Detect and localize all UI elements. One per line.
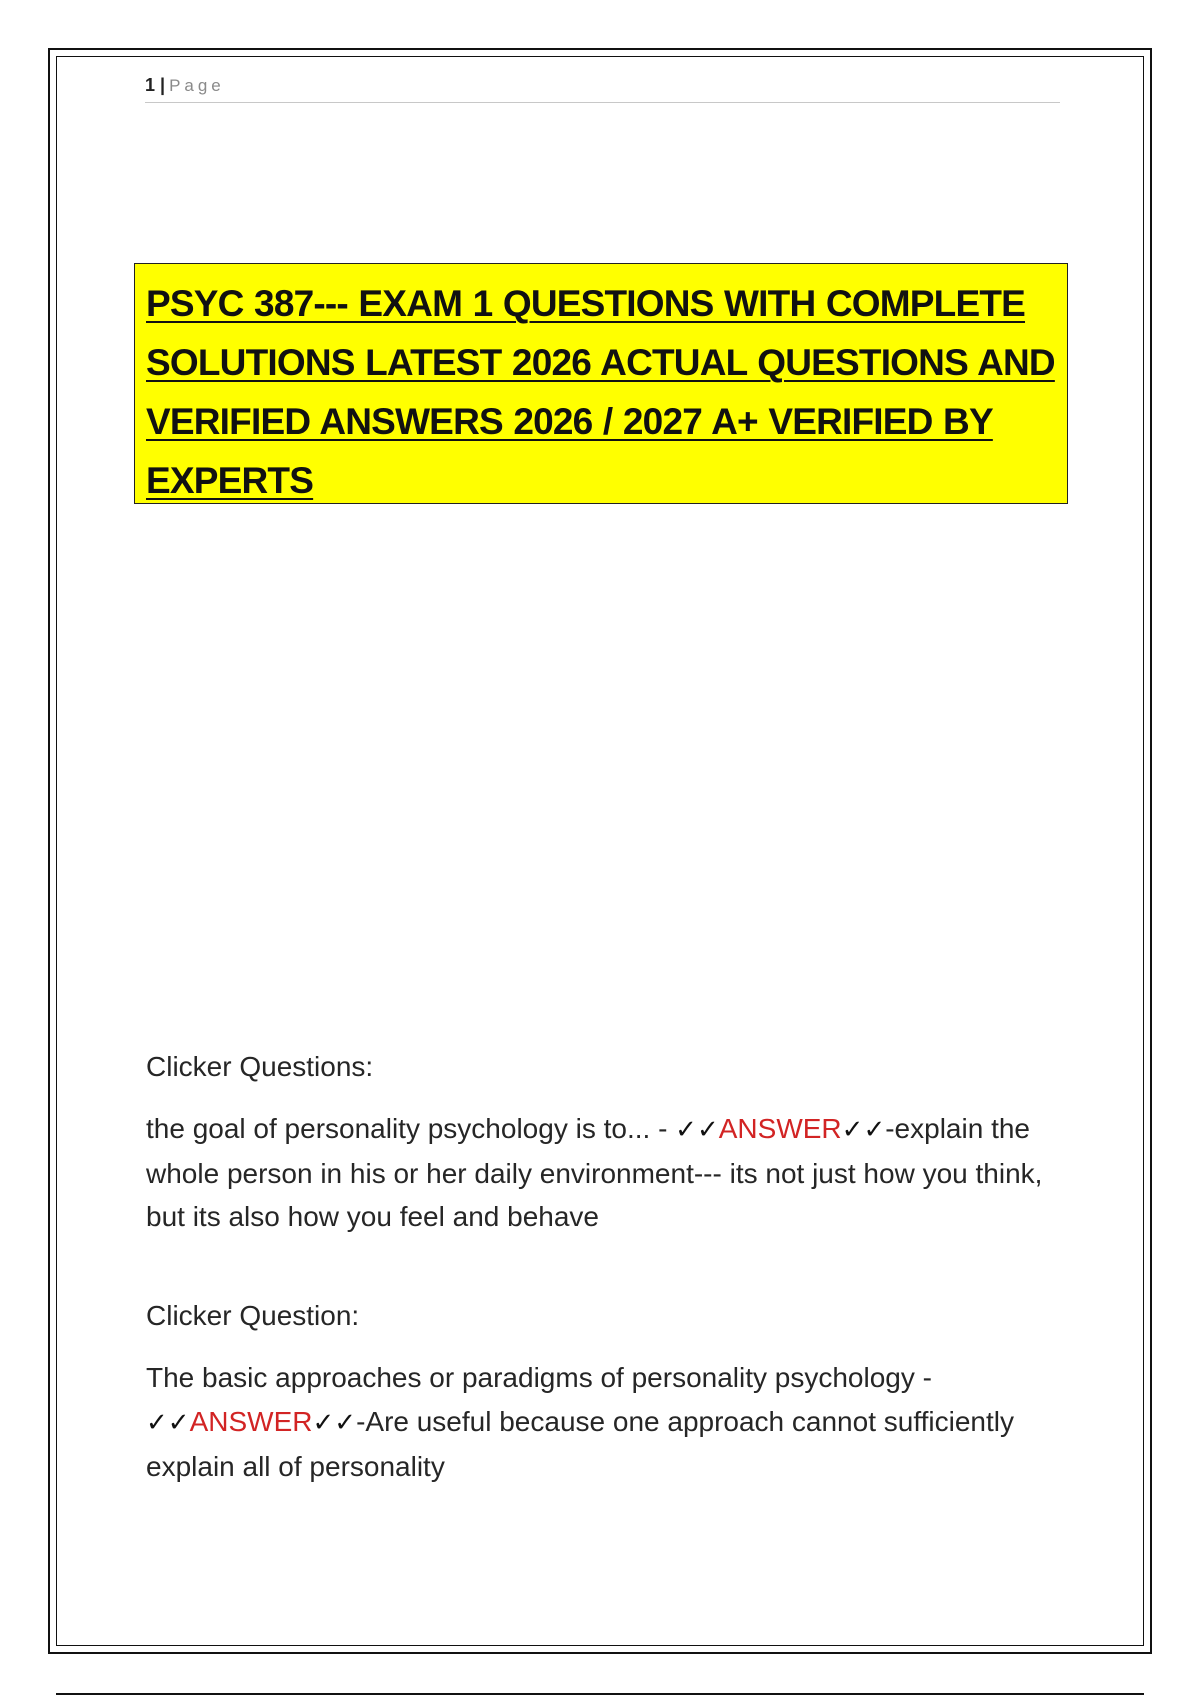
page-number: 1 xyxy=(145,75,156,95)
title-box xyxy=(134,263,1068,504)
question-answer xyxy=(146,1107,1046,1238)
page-separator: | xyxy=(160,75,166,95)
spacer xyxy=(146,1238,1046,1294)
answer-text: -explain the whole person in his or her daily environment--- its not just how you think, but its also how you feel and behave xyxy=(146,1113,1043,1232)
page-header xyxy=(145,72,1060,103)
double-check-icon: ✓✓ xyxy=(146,1408,190,1438)
answer-label: ANSWER xyxy=(189,1406,313,1437)
section-heading: Clicker Questions: xyxy=(146,1051,374,1082)
document-content xyxy=(146,1045,1046,1489)
document-title: PSYC 387--- EXAM 1 QUESTIONS WITH COMPLETE SOLUTIONS LATEST 2026 ACTUAL QUESTIONS AND VERIFIED ANSWERS 2026 / 2027 A+ VERIFIED BY EXPERTS xyxy=(146,283,1055,501)
double-check-icon: ✓✓ xyxy=(675,1115,719,1145)
double-check-icon: ✓✓ xyxy=(312,1408,357,1438)
page-label: Page xyxy=(169,76,225,95)
question-answer xyxy=(146,1356,1046,1489)
question-text: the goal of personality psychology is to... - xyxy=(146,1113,676,1144)
bottom-rule xyxy=(56,1693,1144,1695)
question-text: The basic approaches or paradigms of personality psychology - xyxy=(146,1362,932,1393)
section-heading: Clicker Question: xyxy=(146,1300,360,1331)
answer-text: -Are useful because one approach cannot sufficiently explain all of personality xyxy=(146,1406,1014,1482)
double-check-icon: ✓✓ xyxy=(841,1115,886,1145)
answer-label: ANSWER xyxy=(718,1113,842,1144)
